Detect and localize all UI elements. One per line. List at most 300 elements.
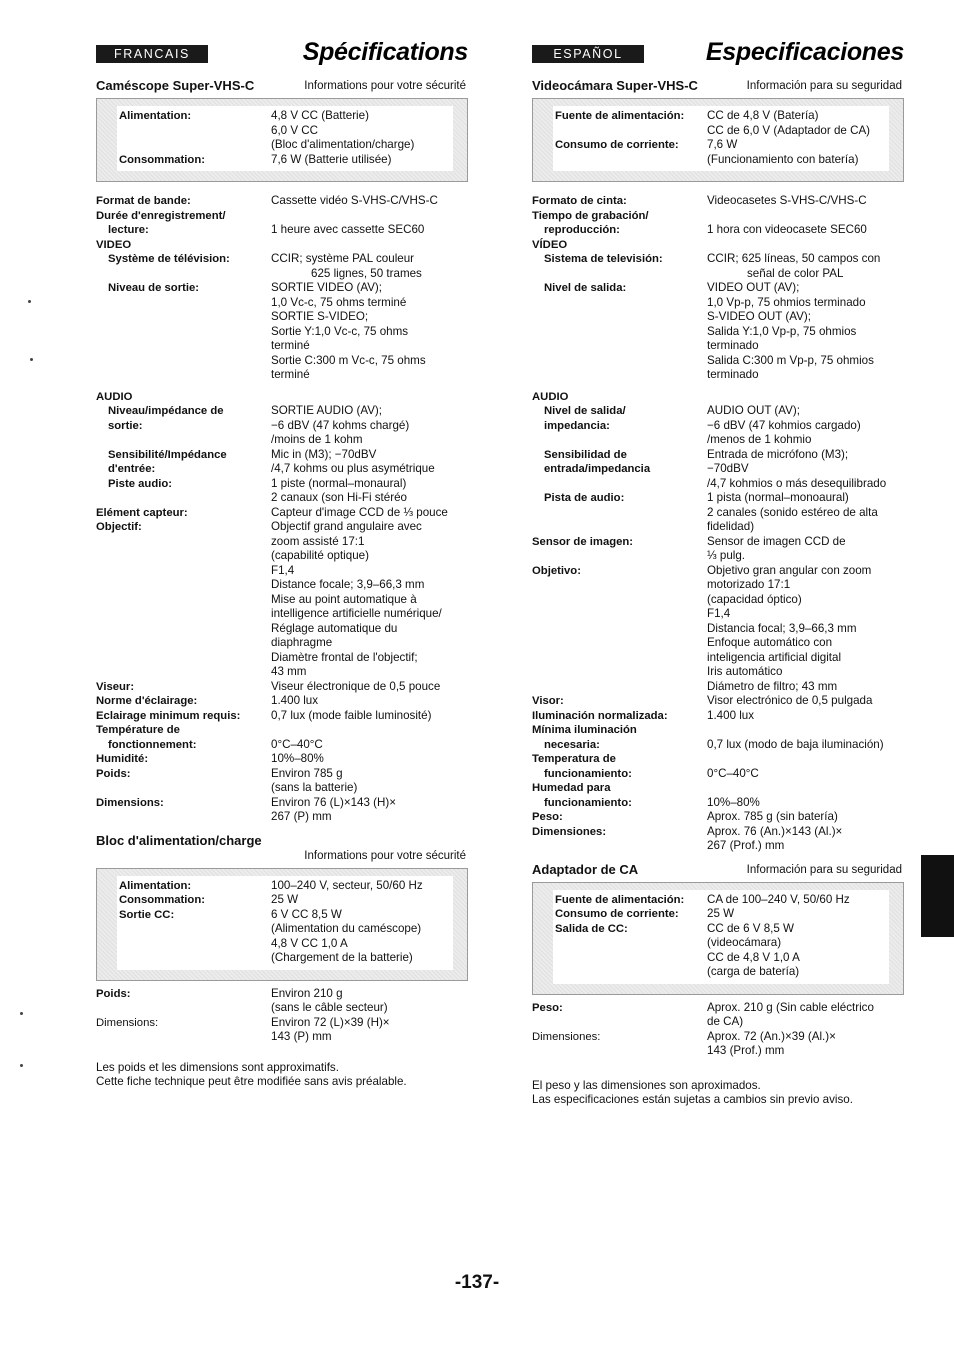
spec-value bbox=[707, 922, 885, 980]
spec-value-line: Capteur d'image CCD de ⅓ pouce bbox=[271, 505, 448, 519]
spec-value-line: Videocasetes S-VHS-C/VHS-C bbox=[707, 194, 867, 207]
spec-value bbox=[271, 709, 468, 724]
spec-value bbox=[271, 223, 468, 238]
spec-value bbox=[271, 680, 468, 695]
adapter-spec-list bbox=[96, 987, 468, 1045]
spec-value bbox=[707, 281, 904, 383]
spec-value bbox=[707, 907, 885, 922]
spec-value-line: 4,8 V CC (Batterie) bbox=[271, 109, 369, 122]
spec-row bbox=[555, 907, 885, 922]
spec-value bbox=[707, 893, 885, 908]
spec-value-line: −6 dBV (47 kohms chargé) bbox=[271, 418, 410, 432]
spec-label: Fuente de alimentación: bbox=[555, 893, 685, 906]
spec-value bbox=[707, 491, 904, 535]
spec-label: Sortie CC: bbox=[119, 908, 175, 921]
spec-label: Niveau de sortie: bbox=[108, 282, 200, 294]
spec-label: funcionamiento: bbox=[544, 796, 632, 809]
spec-value-line: SORTIE VIDEO (AV); bbox=[271, 281, 383, 294]
spec-value-line: Salida C:300 m Vp-p, 75 ohmios bbox=[707, 353, 874, 367]
spec-row bbox=[532, 448, 904, 463]
adapter-subheader bbox=[96, 848, 468, 866]
scan-speck bbox=[20, 1064, 23, 1067]
spec-label: Consommation: bbox=[119, 894, 205, 906]
spec-value bbox=[271, 477, 468, 506]
spec-label: lecture: bbox=[108, 224, 149, 236]
spec-label: Sensibilidad de bbox=[544, 448, 627, 461]
spec-label: Iluminación normalizada: bbox=[532, 709, 668, 722]
scan-speck bbox=[28, 300, 31, 303]
spec-row bbox=[96, 462, 468, 477]
spec-label: Temperatura de bbox=[532, 753, 616, 765]
spec-value-line: 0°C–40°C bbox=[707, 766, 759, 780]
spec-value bbox=[707, 109, 885, 138]
spec-label: Elément capteur: bbox=[96, 506, 188, 519]
spec-row bbox=[119, 908, 449, 966]
spec-row bbox=[96, 738, 468, 753]
spec-label: Visor: bbox=[532, 695, 564, 707]
spec-value-line: Environ 72 (L)×39 (H)× bbox=[271, 1015, 390, 1029]
spec-value-line: /4,7 kohmios o más desequilibrado bbox=[707, 476, 887, 490]
spec-label: Objectif: bbox=[96, 521, 142, 533]
safety-box bbox=[532, 98, 904, 182]
spec-label: Sensibilité/Impédance bbox=[108, 448, 227, 461]
spec-label: Peso: bbox=[532, 811, 563, 823]
spec-label: Nivel de salida/ bbox=[544, 405, 626, 417]
spec-row bbox=[96, 767, 468, 796]
spec-value bbox=[271, 987, 468, 1016]
spec-value bbox=[271, 738, 468, 753]
spec-value-line: terminado bbox=[707, 368, 759, 381]
scan-speck bbox=[30, 358, 33, 361]
spec-value-line: Environ 76 (L)×143 (H)× bbox=[271, 795, 397, 809]
spec-value bbox=[707, 738, 904, 753]
spec-value-line: F1,4 bbox=[707, 607, 731, 620]
spec-value bbox=[271, 109, 449, 153]
spacer bbox=[532, 383, 904, 390]
spec-value bbox=[271, 879, 449, 894]
spec-value bbox=[707, 535, 904, 564]
spec-row bbox=[96, 506, 468, 521]
spec-value-line: 0,7 lux (mode faible luminosité) bbox=[271, 708, 432, 722]
spec-value-line: Aprox. 785 g (sin batería) bbox=[707, 810, 838, 823]
spec-row bbox=[532, 752, 904, 767]
page-number: -137- bbox=[454, 1272, 500, 1293]
spec-row bbox=[532, 419, 904, 448]
spec-label: Niveau/impédance de bbox=[108, 405, 224, 417]
spec-value-line: Objetivo gran angular con zoom bbox=[707, 563, 872, 577]
spec-label: Humedad para bbox=[532, 782, 611, 794]
spec-value bbox=[271, 520, 468, 680]
spec-label: Peso: bbox=[532, 1001, 563, 1014]
spec-value-line: −6 dBV (47 kohmios cargado) bbox=[707, 418, 861, 432]
spec-row bbox=[555, 922, 885, 980]
spec-row bbox=[532, 462, 904, 491]
spec-value bbox=[707, 694, 904, 709]
spec-value-line: 10%–80% bbox=[707, 795, 760, 809]
spec-value-line: 1.400 lux bbox=[707, 708, 755, 722]
spec-row bbox=[532, 564, 904, 695]
spec-value bbox=[271, 462, 468, 477]
spec-value-line: CA de 100–240 V, 50/60 Hz bbox=[707, 892, 850, 906]
page-title-specifications: Spécifications bbox=[302, 38, 468, 66]
spec-value-line: /moins de 1 kohm bbox=[271, 433, 363, 446]
spec-value bbox=[707, 419, 904, 448]
spec-row bbox=[532, 1030, 904, 1059]
spec-value bbox=[707, 1001, 904, 1030]
spec-row bbox=[532, 535, 904, 564]
spec-value-line: VIDEO OUT (AV); bbox=[707, 281, 800, 294]
spec-label: Nivel de salida: bbox=[544, 282, 627, 294]
spec-value-line: 7,6 W bbox=[707, 138, 738, 151]
spec-row bbox=[532, 694, 904, 709]
spec-row bbox=[96, 252, 468, 281]
spec-value-line: Cassette vidéo S-VHS-C/VHS-C bbox=[271, 194, 438, 207]
spec-value-line: Aprox. 72 (An.)×39 (Al.)× bbox=[707, 1029, 836, 1043]
spec-value-line: (Bloc d'alimentation/charge) bbox=[271, 138, 415, 151]
spec-value-line: Salida Y:1,0 Vp-p, 75 ohmios bbox=[707, 324, 857, 338]
camera-title: Videocámara Super-VHS-C bbox=[532, 78, 698, 93]
spec-row bbox=[532, 281, 904, 383]
spec-value bbox=[271, 390, 468, 405]
adapter-title: Adaptador de CA bbox=[532, 861, 639, 877]
spec-row bbox=[532, 767, 904, 782]
spec-label: Système de télévision: bbox=[108, 253, 230, 265]
spec-value-line: Mic in (M3); −70dBV bbox=[271, 447, 377, 461]
spec-value-line: (capacidad óptico) bbox=[707, 592, 802, 606]
spec-value bbox=[707, 390, 904, 405]
spec-value-line: CCIR; 625 líneas, 50 campos con bbox=[707, 252, 881, 265]
spec-value-line: inteligencia artificial digital bbox=[707, 650, 842, 664]
spec-value-line: Mise au point automatique à bbox=[271, 592, 417, 606]
spec-row bbox=[96, 390, 468, 405]
spec-row bbox=[96, 752, 468, 767]
spec-label: Pista de audio: bbox=[544, 492, 625, 504]
spec-value-line: ⅓ pulg. bbox=[707, 549, 746, 562]
spec-row bbox=[532, 723, 904, 738]
spec-list bbox=[532, 194, 904, 854]
camera-subheader bbox=[532, 78, 904, 96]
spec-row bbox=[555, 138, 885, 167]
spec-value-line: de CA) bbox=[707, 1015, 744, 1028]
spec-row bbox=[96, 281, 468, 383]
spec-row bbox=[96, 209, 468, 224]
spec-label: AUDIO bbox=[96, 390, 133, 403]
spec-value bbox=[707, 138, 885, 167]
safety-box bbox=[96, 98, 468, 182]
spec-value bbox=[707, 194, 904, 209]
spec-label: Piste audio: bbox=[108, 477, 173, 490]
spec-row bbox=[96, 796, 468, 825]
spec-label: VIDEO bbox=[96, 238, 132, 251]
adapter-title: Bloc d'alimentation/charge bbox=[96, 832, 262, 848]
spec-value-line: Entrada de micrófono (M3); bbox=[707, 447, 849, 461]
spec-value bbox=[271, 893, 449, 908]
language-tag-espanol: ESPAÑOL bbox=[532, 45, 644, 63]
spec-value-line: Iris automático bbox=[707, 665, 783, 678]
spec-value bbox=[707, 564, 904, 695]
spec-value-line: 6 V CC 8,5 W bbox=[271, 907, 342, 921]
spec-row bbox=[532, 194, 904, 209]
spec-value-line: fidelidad) bbox=[707, 520, 755, 533]
spec-label: Norme d'éclairage: bbox=[96, 695, 198, 707]
spec-value-line: 100–240 V, secteur, 50/60 Hz bbox=[271, 878, 423, 892]
spec-row bbox=[532, 404, 904, 419]
spec-value-line: CC de 4,8 V 1,0 A bbox=[707, 950, 800, 964]
spec-row bbox=[532, 223, 904, 238]
spacer bbox=[96, 383, 468, 390]
spec-row bbox=[96, 404, 468, 419]
spec-row bbox=[119, 893, 449, 908]
spec-value bbox=[271, 796, 468, 825]
spec-value bbox=[271, 404, 468, 419]
spec-row bbox=[532, 738, 904, 753]
spec-row bbox=[532, 491, 904, 535]
spec-label: VÍDEO bbox=[532, 238, 568, 251]
spec-row bbox=[119, 153, 449, 168]
spec-list bbox=[96, 194, 468, 825]
spec-value bbox=[271, 194, 468, 209]
spec-value-line: 143 (Prof.) mm bbox=[707, 1044, 785, 1057]
spec-label: Dimensions: bbox=[96, 1016, 159, 1029]
spec-value-line: Distancia focal; 3,9–66,3 mm bbox=[707, 621, 857, 635]
spec-row bbox=[96, 694, 468, 709]
spec-value bbox=[707, 796, 904, 811]
note-line: Las especificaciones están sujetas a cambios sin previo aviso. bbox=[532, 1093, 853, 1106]
adapter-rows bbox=[117, 876, 453, 970]
spec-value-line: terminé bbox=[271, 339, 310, 352]
spec-value-line: 25 W bbox=[271, 893, 299, 906]
spec-row bbox=[96, 419, 468, 448]
spec-row bbox=[532, 709, 904, 724]
french-header bbox=[96, 38, 468, 78]
spec-value-line: CC de 6 V 8,5 W bbox=[707, 921, 794, 935]
spec-value-line: Réglage automatique du bbox=[271, 621, 398, 635]
spec-value bbox=[707, 825, 904, 854]
note-line: El peso y las dimensiones son aproximados. bbox=[532, 1078, 761, 1092]
spec-label: Humidité: bbox=[96, 753, 149, 765]
spec-label: Alimentation: bbox=[119, 879, 192, 892]
spec-row bbox=[96, 520, 468, 680]
spec-label: Durée d'enregistrement/ bbox=[96, 209, 226, 222]
spec-row bbox=[96, 448, 468, 463]
spec-value bbox=[271, 448, 468, 463]
spec-label: Poids: bbox=[96, 987, 131, 1000]
note-line: Cette fiche technique peut être modifiée sans avis préalable. bbox=[96, 1075, 407, 1088]
spec-value-line: 1 hora con videocasete SEC60 bbox=[707, 223, 867, 236]
spec-row bbox=[96, 223, 468, 238]
spec-row bbox=[96, 680, 468, 695]
spec-value bbox=[707, 448, 904, 463]
spec-value-line: Diamètre frontal de l'objectif; bbox=[271, 650, 418, 664]
spec-value-line: 1 piste (normal–monaural) bbox=[271, 476, 407, 490]
french-column bbox=[96, 38, 468, 1090]
spec-value bbox=[271, 209, 468, 224]
spanish-header bbox=[532, 38, 904, 78]
spec-value-line: (sans le câble secteur) bbox=[271, 1001, 388, 1014]
spec-value-line: AUDIO OUT (AV); bbox=[707, 404, 800, 417]
spec-value-line: (videocámara) bbox=[707, 936, 782, 949]
spec-value bbox=[707, 752, 904, 767]
spec-label: Fuente de alimentación: bbox=[555, 110, 685, 122]
spec-value-line: 2 canaux (son Hi-Fi stéréo bbox=[271, 491, 407, 504]
spec-value-line: 267 (P) mm bbox=[271, 810, 332, 823]
spec-value-line: SORTIE AUDIO (AV); bbox=[271, 404, 383, 417]
spec-value-line: señal de color PAL bbox=[747, 266, 844, 280]
spec-value-line: (Funcionamiento con batería) bbox=[707, 152, 859, 166]
spec-label: Dimensiones: bbox=[532, 1030, 601, 1043]
spec-value bbox=[271, 506, 468, 521]
page-title-especificaciones: Especificaciones bbox=[705, 38, 904, 66]
spec-value-line: 6,0 V CC bbox=[271, 123, 319, 137]
spec-value bbox=[271, 1016, 468, 1045]
spec-value bbox=[707, 709, 904, 724]
spec-value-line: 143 (P) mm bbox=[271, 1030, 332, 1043]
spec-value bbox=[271, 694, 468, 709]
safety-note: Información para su seguridad bbox=[746, 80, 902, 92]
spec-value-line: (Chargement de la batterie) bbox=[271, 951, 413, 964]
spec-value-line: CC de 6,0 V (Adaptador de CA) bbox=[707, 123, 871, 137]
spec-value-line: F1,4 bbox=[271, 563, 295, 577]
adapter-safety-note: Informations pour votre sécurité bbox=[304, 849, 466, 862]
adapter-spec-list bbox=[532, 1001, 904, 1059]
spec-value bbox=[707, 462, 904, 491]
spec-value-line: 0°C–40°C bbox=[271, 737, 323, 751]
spec-value-line: terminé bbox=[271, 368, 310, 381]
spec-value-line: Sensor de imagen CCD de bbox=[707, 534, 846, 548]
spec-value-line: (Alimentation du caméscope) bbox=[271, 922, 422, 935]
spec-row bbox=[119, 109, 449, 153]
spec-value-line: Sortie C:300 m Vc-c, 75 ohms bbox=[271, 353, 426, 367]
spec-label: impedancia: bbox=[544, 419, 610, 432]
spec-value-line: 0,7 lux (modo de baja iluminación) bbox=[707, 737, 884, 751]
spec-row bbox=[96, 709, 468, 724]
spec-value bbox=[271, 419, 468, 448]
spec-label: Consumo de corriente: bbox=[555, 139, 679, 151]
spec-value-line: terminado bbox=[707, 339, 759, 352]
spec-value-line: 10%–80% bbox=[271, 752, 324, 765]
spec-label: AUDIO bbox=[532, 390, 569, 403]
spec-value-line: CC de 4,8 V (Batería) bbox=[707, 109, 819, 122]
spec-value-line: 1.400 lux bbox=[271, 694, 319, 707]
spec-label: Tiempo de grabación/ bbox=[532, 209, 649, 222]
spec-value-line: 267 (Prof.) mm bbox=[707, 839, 785, 852]
spec-row bbox=[96, 1016, 468, 1045]
spec-value-line: Visor electrónico de 0,5 pulgada bbox=[707, 694, 873, 707]
spec-value bbox=[707, 238, 904, 253]
note-line: Les poids et les dimensions sont approximatifs. bbox=[96, 1060, 339, 1074]
spec-row bbox=[96, 238, 468, 253]
camera-title: Caméscope Super-VHS-C bbox=[96, 78, 255, 93]
camera-subheader bbox=[96, 78, 468, 96]
spec-row bbox=[532, 390, 904, 405]
spec-value-line: SORTIE S-VIDEO; bbox=[271, 310, 369, 323]
spec-row bbox=[532, 825, 904, 854]
spec-label: entrada/impedancia bbox=[544, 463, 651, 475]
language-tag-francais: FRANCAIS bbox=[96, 45, 208, 63]
spec-label: Sistema de televisión: bbox=[544, 253, 663, 265]
spec-row bbox=[96, 723, 468, 738]
spec-value bbox=[271, 908, 449, 966]
spec-row bbox=[532, 810, 904, 825]
spec-value bbox=[707, 767, 904, 782]
spec-row bbox=[555, 109, 885, 138]
spec-value-line: diaphragme bbox=[271, 636, 333, 649]
spec-value-line: Enfoque automático con bbox=[707, 636, 833, 649]
spec-value bbox=[707, 1030, 904, 1059]
spec-label: Salida de CC: bbox=[555, 922, 628, 935]
spec-value-line: 1 pista (normal–monoaural) bbox=[707, 491, 849, 504]
spec-row bbox=[532, 796, 904, 811]
spec-row bbox=[96, 194, 468, 209]
spec-value-line: Objectif grand angulaire avec bbox=[271, 520, 422, 533]
side-thumb-tab bbox=[921, 855, 954, 937]
spec-value bbox=[271, 752, 468, 767]
spec-value-line: −70dBV bbox=[707, 462, 749, 475]
spec-label: Température de bbox=[96, 724, 180, 736]
spec-label: Sensor de imagen: bbox=[532, 535, 634, 548]
spec-value bbox=[707, 223, 904, 238]
spec-value bbox=[707, 404, 904, 419]
spec-value bbox=[707, 723, 904, 738]
spec-value-line: 1,0 Vp-p, 75 ohmios terminado bbox=[707, 295, 866, 309]
spec-label: Eclairage minimum requis: bbox=[96, 709, 241, 722]
spec-value bbox=[707, 209, 904, 224]
safety-rows bbox=[553, 106, 889, 171]
spec-label: reproducción: bbox=[544, 224, 620, 236]
spec-label: Viseur: bbox=[96, 680, 135, 693]
spec-value bbox=[271, 252, 468, 281]
safety-rows bbox=[117, 106, 453, 171]
spec-label: Consumo de corriente: bbox=[555, 908, 679, 920]
spec-value-line: zoom assisté 17:1 bbox=[271, 534, 365, 548]
spec-value-line: 4,8 V CC 1,0 A bbox=[271, 936, 348, 950]
spec-value bbox=[707, 781, 904, 796]
spec-value-line: (capabilité optique) bbox=[271, 549, 369, 562]
adapter-subheader bbox=[532, 862, 904, 880]
spec-value bbox=[707, 252, 904, 281]
spec-value-line: 2 canales (sonido estéreo de alta bbox=[707, 505, 878, 519]
spec-value bbox=[271, 723, 468, 738]
spec-row bbox=[532, 1001, 904, 1030]
spec-row bbox=[96, 477, 468, 506]
spanish-column bbox=[532, 38, 904, 1108]
scan-speck bbox=[20, 1012, 23, 1015]
spec-value bbox=[271, 767, 468, 796]
spec-value-line: Viseur électronique de 0,5 pouce bbox=[271, 679, 441, 693]
spec-row bbox=[532, 209, 904, 224]
spec-value-line: /menos de 1 kohmio bbox=[707, 433, 812, 446]
spec-value-line: Aprox. 76 (An.)×143 (Al.)× bbox=[707, 824, 843, 838]
spec-value-line: 7,6 W (Batterie utilisée) bbox=[271, 152, 392, 166]
spec-value-line: (sans la batterie) bbox=[271, 781, 358, 794]
spec-label: Poids: bbox=[96, 767, 131, 780]
spec-value-line: Aprox. 210 g (Sin cable eléctrico bbox=[707, 1000, 874, 1014]
spec-label: Formato de cinta: bbox=[532, 195, 627, 207]
spec-row bbox=[555, 893, 885, 908]
spec-row bbox=[532, 238, 904, 253]
safety-note: Informations pour votre sécurité bbox=[304, 80, 466, 92]
spec-value-line: /4,7 kohms ou plus asymétrique bbox=[271, 462, 435, 475]
spec-value-line: 625 lignes, 50 trames bbox=[311, 266, 422, 280]
spec-value-line: Distance focale; 3,9–66,3 mm bbox=[271, 578, 425, 591]
spec-value-line: 1 heure avec cassette SEC60 bbox=[271, 223, 425, 236]
spec-value-line: CCIR; système PAL couleur bbox=[271, 252, 415, 265]
footer-notes bbox=[96, 1061, 468, 1090]
spec-label: Alimentation: bbox=[119, 110, 192, 122]
spec-row bbox=[532, 252, 904, 281]
spec-value-line: Environ 210 g bbox=[271, 986, 343, 1000]
spec-row bbox=[96, 987, 468, 1016]
